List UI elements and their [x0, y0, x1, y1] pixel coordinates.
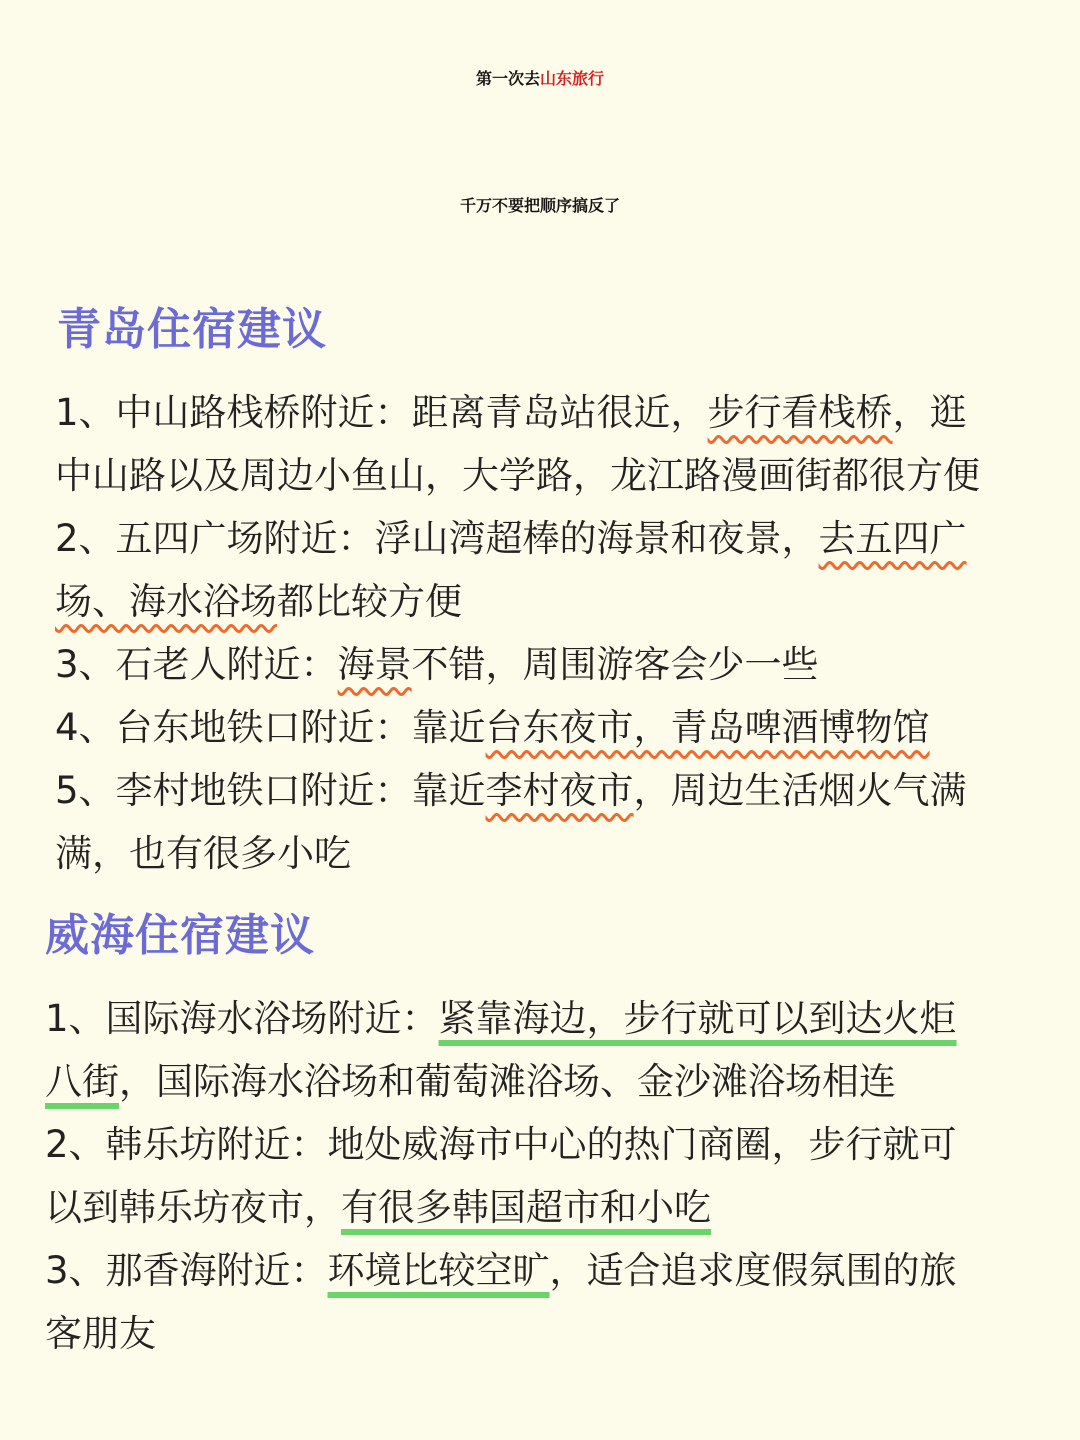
- weihai-line-2: 八街，国际海水浴场和葡萄滩浴场、金沙滩浴场相连: [45, 1060, 896, 1103]
- qingdao-heading: 青岛住宿建议: [57, 304, 327, 355]
- highlight-underline: 环境比较空旷: [327, 1249, 550, 1292]
- highlight-underline: 有很多韩国超市和小吃: [341, 1186, 711, 1229]
- title-line-1: [0, 24, 1080, 134]
- highlight-wavy: 去五四广: [818, 517, 967, 560]
- qingdao-line-5: 3、石老人附近：海景不错，周围游客会少一些: [55, 643, 819, 686]
- highlight-wavy: 步行看栈桥: [707, 391, 893, 434]
- weihai-heading: 威海住宿建议: [45, 910, 315, 961]
- weihai-line-4: 以到韩乐坊夜市，有很多韩国超市和小吃: [45, 1186, 711, 1229]
- qingdao-line-8: 满，也有很多小吃: [55, 832, 351, 875]
- weihai-line-6: 客朋友: [45, 1312, 156, 1355]
- highlight-wavy: 李村夜市: [485, 769, 634, 812]
- title-line-2: 千万不要把顺序搞反了: [459, 196, 620, 215]
- title-accent: 山东旅行: [540, 69, 605, 88]
- highlight-underline: 紧靠海边，步行就可以到达火炬: [438, 997, 957, 1040]
- highlight-underline: 八街: [45, 1060, 119, 1103]
- qingdao-line-7: 5、李村地铁口附近：靠近李村夜市，周边生活烟火气满: [55, 769, 967, 812]
- highlight-wavy: 场、海水浴场: [55, 580, 277, 623]
- highlight-wavy: 海景: [337, 643, 412, 686]
- qingdao-line-1: 1、中山路栈桥附近：距离青岛站很近，步行看栈桥，逛: [55, 391, 967, 434]
- weihai-line-5: 3、那香海附近：环境比较空旷，适合追求度假氛围的旅: [45, 1249, 957, 1292]
- weihai-line-3: 2、韩乐坊附近：地处威海市中心的热门商圈，步行就可: [45, 1123, 957, 1166]
- title-prefix: 第一次去: [475, 69, 540, 88]
- qingdao-line-2: 中山路以及周边小鱼山，大学路，龙江路漫画街都很方便: [55, 454, 980, 497]
- weihai-line-1: 1、国际海水浴场附近：紧靠海边，步行就可以到达火炬: [45, 997, 957, 1040]
- qingdao-line-4: 场、海水浴场都比较方便: [55, 580, 462, 623]
- highlight-wavy: 台东夜市，青岛啤酒博物馆: [485, 706, 930, 749]
- qingdao-line-3: 2、五四广场附近：浮山湾超棒的海景和夜景，去五四广: [55, 517, 967, 560]
- qingdao-line-6: 4、台东地铁口附近：靠近台东夜市，青岛啤酒博物馆: [55, 706, 930, 749]
